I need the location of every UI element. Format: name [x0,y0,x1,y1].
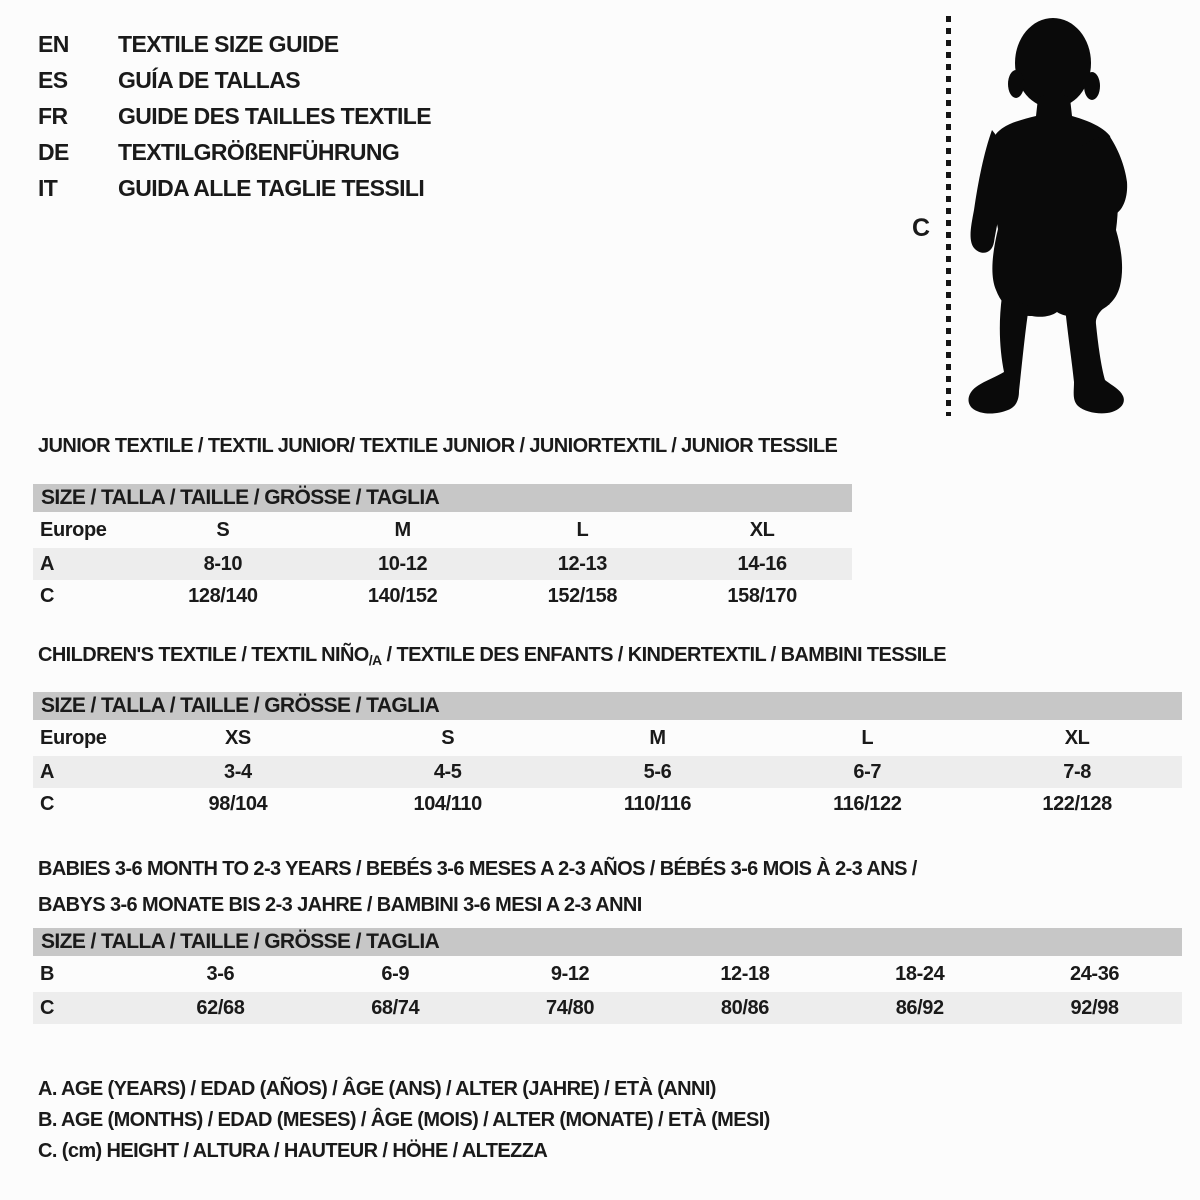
value-cell: 5-6 [643,760,672,783]
value-cell: 152/158 [547,584,618,607]
babies-title-line2: BABYS 3-6 MONATE BIS 2-3 JAHRE / BAMBINI 3-6 MESI A 2-3 ANNI [38,894,642,916]
value-cell: 18-24 [895,962,945,985]
value-cell: 92/98 [1070,996,1119,1019]
size-cell: M [394,518,411,541]
language-code: IT [38,174,58,201]
value-cell: 122/128 [1042,792,1112,815]
value-cell: 14-16 [737,552,787,575]
language-code: EN [38,30,69,57]
row-label: Europe [40,518,107,541]
size-cell: S [441,726,455,749]
language-row-es [38,62,431,98]
note-age-years: A. AGE (YEARS) / EDAD (AÑOS) / ÂGE (ANS) / ALTER (JAHRE) / ETÀ (ANNI) [38,1078,716,1100]
guide-title: GUIDA ALLE TAGLIE TESSILI [118,174,425,201]
language-code: FR [38,102,68,129]
children-title-subscript: /A [368,652,382,668]
value-cell: 3-6 [206,962,235,985]
size-cell: XL [749,518,775,541]
language-code: DE [38,138,69,165]
row-label: C [40,792,55,815]
row-label: Europe [40,726,107,749]
language-code: ES [38,66,68,93]
table-row [33,992,1182,1024]
language-row-fr [38,98,431,134]
size-cell: XL [1064,726,1090,749]
table-row [33,788,1182,820]
children-title-before: CHILDREN'S TEXTILE / TEXTIL NIÑO [38,644,369,666]
value-cell: 9-12 [550,962,590,985]
value-cell: 7-8 [1063,760,1091,783]
height-measure-dashed-line [946,16,951,416]
table-row [33,956,1182,992]
guide-title: GUIDE DES TAILLES TEXTILE [118,102,431,129]
size-cell: L [861,726,874,749]
children-section-title [38,644,946,668]
junior-size-table [33,484,852,612]
table-row [33,512,852,548]
note-age-months: B. AGE (MONTHS) / EDAD (MESES) / ÂGE (MOIS) / ALTER (MONATE) / ETÀ (MESI) [38,1109,770,1131]
babies-size-table [33,928,1182,1024]
value-cell: 8-10 [203,552,243,575]
children-title-after: / TEXTILE DES ENFANTS / KINDERTEXTIL / BAMBINI TESSILE [381,644,947,666]
row-label: B [40,962,55,985]
size-header-band: SIZE / TALLA / TAILLE / GRÖSSE / TAGLIA [33,692,1182,720]
guide-title: GUÍA DE TALLAS [118,66,300,93]
value-cell: 74/80 [546,996,595,1019]
value-cell: 128/140 [188,584,258,607]
value-cell: 80/86 [720,996,769,1019]
value-cell: 68/74 [371,996,420,1019]
value-cell: 3-4 [224,760,252,783]
guide-title: TEXTILE SIZE GUIDE [118,30,339,57]
value-cell: 62/68 [196,996,245,1019]
babies-section-title [38,851,917,923]
language-row-de [38,134,431,170]
table-row [33,548,852,580]
size-cell: L [576,518,589,541]
size-header-band: SIZE / TALLA / TAILLE / GRÖSSE / TAGLIA [33,928,1182,956]
row-label: A [40,760,55,783]
value-cell: 158/170 [727,584,797,607]
value-cell: 12-13 [557,552,607,575]
value-cell: 6-9 [381,962,410,985]
value-cell: 116/122 [833,792,902,815]
language-title-list [38,26,431,206]
babies-title-line1: BABIES 3-6 MONTH TO 2-3 YEARS / BEBÉS 3-6 MESES A 2-3 AÑOS / BÉBÉS 3-6 MOIS À 2-3 ANS / [38,858,917,880]
height-measure-label: C [912,214,931,242]
row-label: C [40,996,55,1019]
junior-section-title: JUNIOR TEXTILE / TEXTIL JUNIOR/ TEXTILE JUNIOR / JUNIORTEXTIL / JUNIOR TESSILE [38,435,838,457]
value-cell: 110/116 [623,792,692,815]
row-label: A [40,552,55,575]
legend-notes [38,1074,770,1167]
language-row-en [38,26,431,62]
table-row [33,580,852,612]
value-cell: 86/92 [895,996,944,1019]
size-cell: M [649,726,666,749]
row-label: C [40,584,55,607]
size-cell: S [216,518,230,541]
value-cell: 10-12 [378,552,428,575]
note-height-cm: C. (cm) HEIGHT / ALTURA / HAUTEUR / HÖHE / ALTEZZA [38,1140,548,1162]
value-cell: 140/152 [367,584,438,607]
guide-title: TEXTILGRÖßENFÜHRUNG [118,138,400,165]
toddler-silhouette-icon [962,14,1134,420]
table-row [33,756,1182,788]
size-cell: XS [224,726,251,749]
value-cell: 6-7 [853,760,882,783]
value-cell: 4-5 [433,760,462,783]
table-row [33,720,1182,756]
value-cell: 24-36 [1069,962,1120,985]
language-row-it [38,170,431,206]
children-size-table [33,692,1182,820]
size-header-band: SIZE / TALLA / TAILLE / GRÖSSE / TAGLIA [33,484,852,512]
value-cell: 12-18 [720,962,770,985]
value-cell: 98/104 [208,792,268,815]
value-cell: 104/110 [413,792,482,815]
